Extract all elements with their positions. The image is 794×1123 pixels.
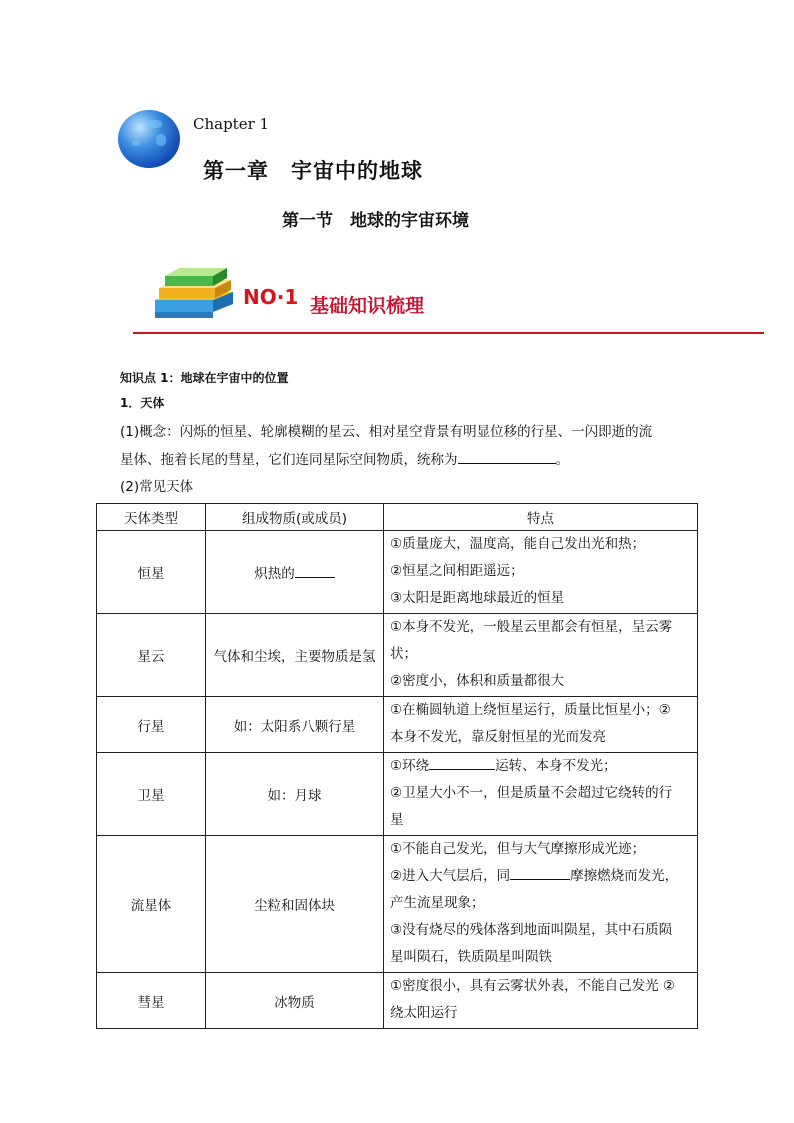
- books-icon: [153, 262, 237, 322]
- table-row: [97, 973, 698, 1029]
- feature-line: 星叫陨石，铁质陨星叫陨铁: [390, 949, 552, 965]
- table-row: [97, 531, 698, 614]
- fill-blank: [458, 449, 556, 464]
- feature-line: ①密度很小，具有云雾状外表，不能自己发光 ②: [390, 978, 675, 994]
- cell-features: [384, 697, 698, 753]
- cell-composition: 冰物质: [206, 973, 384, 1029]
- composition-text: 炽热的: [254, 566, 295, 582]
- cell-composition: 如：月球: [206, 753, 384, 836]
- fill-blank: [295, 563, 335, 578]
- chapter-label-en: Chapter 1: [193, 115, 270, 133]
- fill-blank: [429, 755, 495, 770]
- header-type: 天体类型: [97, 504, 206, 531]
- subheading-common-bodies: (2)常见天体: [120, 479, 194, 495]
- cell-features: [384, 614, 698, 697]
- fill-blank: [510, 865, 570, 880]
- feature-line: ①本身不发光，一般星云里都会有恒星，呈云雾: [390, 619, 673, 635]
- feature-line: 星: [390, 812, 404, 828]
- subheading-celestial-bodies: 1．天体: [120, 396, 165, 410]
- cell-composition: [206, 531, 384, 614]
- feature-line: ②恒星之间相距遥远；: [390, 563, 524, 579]
- cell-composition: 尘粒和固体块: [206, 836, 384, 973]
- feature-line: ②密度小，体积和质量都很大: [390, 673, 565, 689]
- feature-line: 本身不发光，靠反射恒星的光而发亮: [390, 729, 606, 745]
- cell-type: 流星体: [97, 836, 206, 973]
- feature-line: ②卫星大小不一，但是质量不会超过它绕转的行: [390, 785, 673, 801]
- cell-composition: 气体和尘埃，主要物质是氢: [206, 614, 384, 697]
- cell-features: [384, 973, 698, 1029]
- banner-number: NO·1: [243, 285, 299, 309]
- banner-divider: [133, 332, 764, 334]
- cell-features: [384, 531, 698, 614]
- concept-line-2: 星体、拖着长尾的彗星，它们连同星际空间物质，统称为: [120, 452, 458, 468]
- table-row: [97, 697, 698, 753]
- feature-line: ③太阳是距离地球最近的恒星: [390, 590, 565, 606]
- globe-logo: [118, 110, 180, 168]
- table-row: [97, 836, 698, 973]
- table-row: [97, 614, 698, 697]
- feature-line: [390, 863, 693, 890]
- header-composition: 组成物质(或成员): [206, 504, 384, 531]
- chapter-title: 第一章 宇宙中的地球: [203, 159, 423, 183]
- concept-paragraph: [120, 418, 700, 474]
- feature-line: 绕太阳运行: [390, 1005, 458, 1021]
- feature-text: ②进入大气层后，同: [390, 868, 511, 884]
- feature-line: [390, 753, 693, 780]
- celestial-bodies-table: [96, 503, 698, 1029]
- cell-type: 行星: [97, 697, 206, 753]
- concept-line-1: (1)概念：闪烁的恒星、轮廓模糊的星云、相对星空背景有明显位移的行星、一闪即逝的流: [120, 424, 653, 440]
- feature-line: 产生流星现象；: [390, 895, 485, 911]
- cell-type: 恒星: [97, 531, 206, 614]
- feature-line: ①质量庞大，温度高，能自己发出光和热；: [390, 536, 646, 552]
- cell-composition: 如：太阳系八颗行星: [206, 697, 384, 753]
- feature-text: ①环绕: [390, 758, 430, 774]
- feature-line: 状；: [390, 646, 417, 662]
- concept-end: 。: [555, 452, 569, 468]
- cell-type: 卫星: [97, 753, 206, 836]
- table-header-row: [97, 504, 698, 531]
- knowledge-point-heading: 知识点 1：地球在宇宙中的位置: [120, 371, 289, 385]
- cell-type: 彗星: [97, 973, 206, 1029]
- feature-line: ③没有烧尽的残体落到地面叫陨星，其中石质陨: [390, 922, 673, 938]
- table-row: [97, 753, 698, 836]
- feature-text: 摩擦燃烧而发光，: [570, 868, 679, 884]
- cell-type: 星云: [97, 614, 206, 697]
- banner-title: 基础知识梳理: [310, 295, 425, 317]
- cell-features: [384, 836, 698, 973]
- cell-features: [384, 753, 698, 836]
- header-features: 特点: [384, 504, 698, 531]
- feature-line: ①不能自己发光，但与大气摩擦形成光迹；: [390, 841, 646, 857]
- section-title: 第一节 地球的宇宙环境: [282, 211, 469, 231]
- feature-line: ①在椭圆轨道上绕恒星运行，质量比恒星小；②: [390, 702, 671, 718]
- feature-text: 运转、本身不发光；: [495, 758, 617, 774]
